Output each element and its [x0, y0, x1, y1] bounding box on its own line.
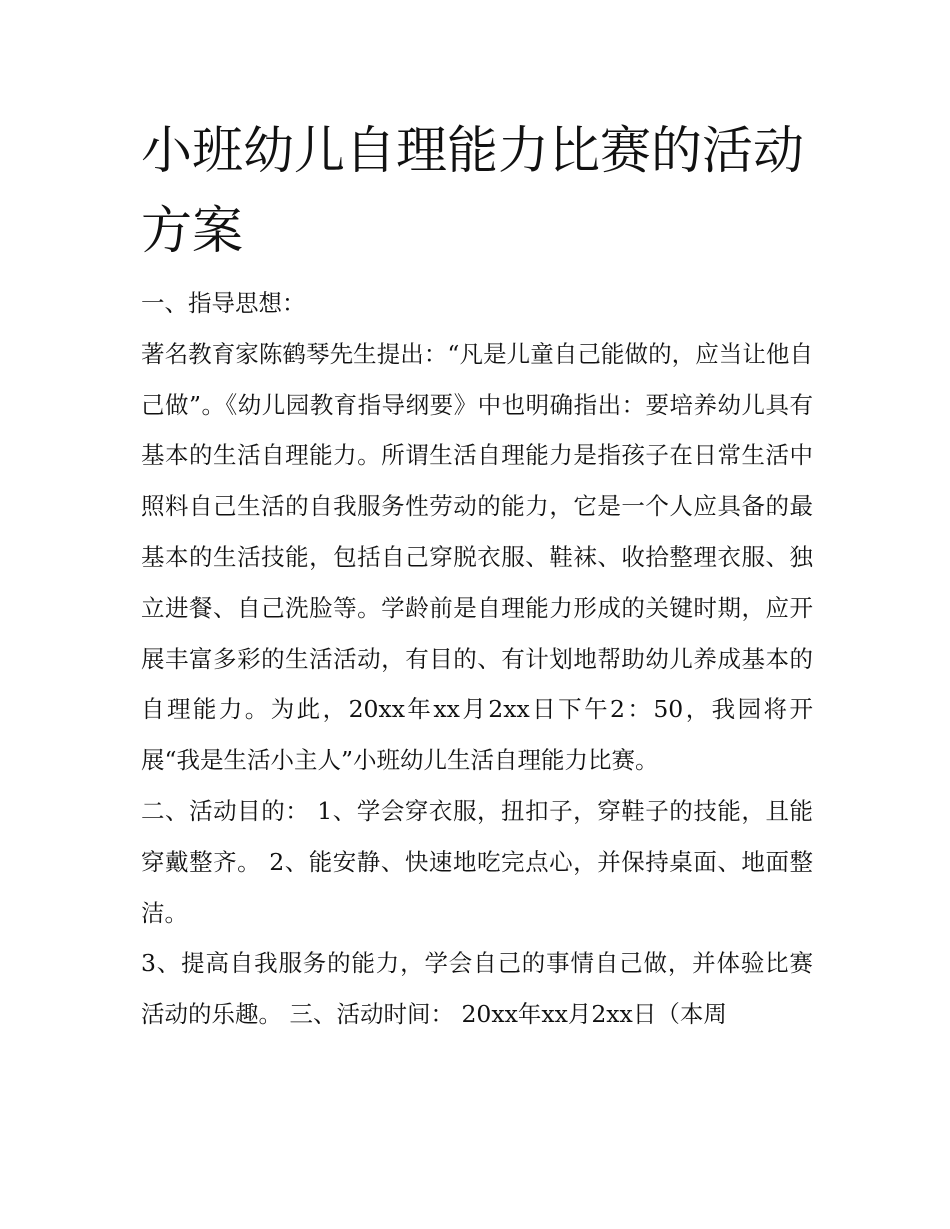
document-body	[141, 278, 813, 1040]
paragraph-activity-goals: 二、活动目的： 1、学会穿衣服，扭扣子，穿鞋子的技能，且能穿戴整齐。 2、能安静、快速地吃完点心，并保持桌面、地面整洁。	[141, 796, 813, 927]
paragraph-guiding-ideology: 著名教育家陈鹤琴先生提出：“凡是儿童自己能做的，应当让他自己做”。《幼儿园教育指导纲要》中也明确指出：要培养幼儿具有基本的生活自理能力。所谓生活自理能力是指孩子在日常生活中照料自己生活的自我服务性劳动的能力，它是一个人应具备的最基本的生活技能，包括自己穿脱衣服、鞋袜、收拾整理衣服、独立进餐、自己洗脸等。学龄前是自理能力形成的关键时期，应开展丰富多彩的生活活动，有目的、有计划地帮助幼儿养成基本的自理能力。为此，20xx年xx月2xx日下午2：50，我园将开展“我是生活小主人”小班幼儿生活自理能力比赛。	[141, 339, 813, 775]
document-title: 小班幼儿自理能力比赛的活动方案	[141, 122, 805, 261]
paragraph-goal-3-and-time: 3、提高自我服务的能力，学会自己的事情自己做，并体验比赛活动的乐趣。 三、活动时间： 20xx年xx月2xx日（本周	[141, 949, 813, 1029]
section-heading-guiding-ideology: 一、指导思想：	[141, 289, 306, 317]
